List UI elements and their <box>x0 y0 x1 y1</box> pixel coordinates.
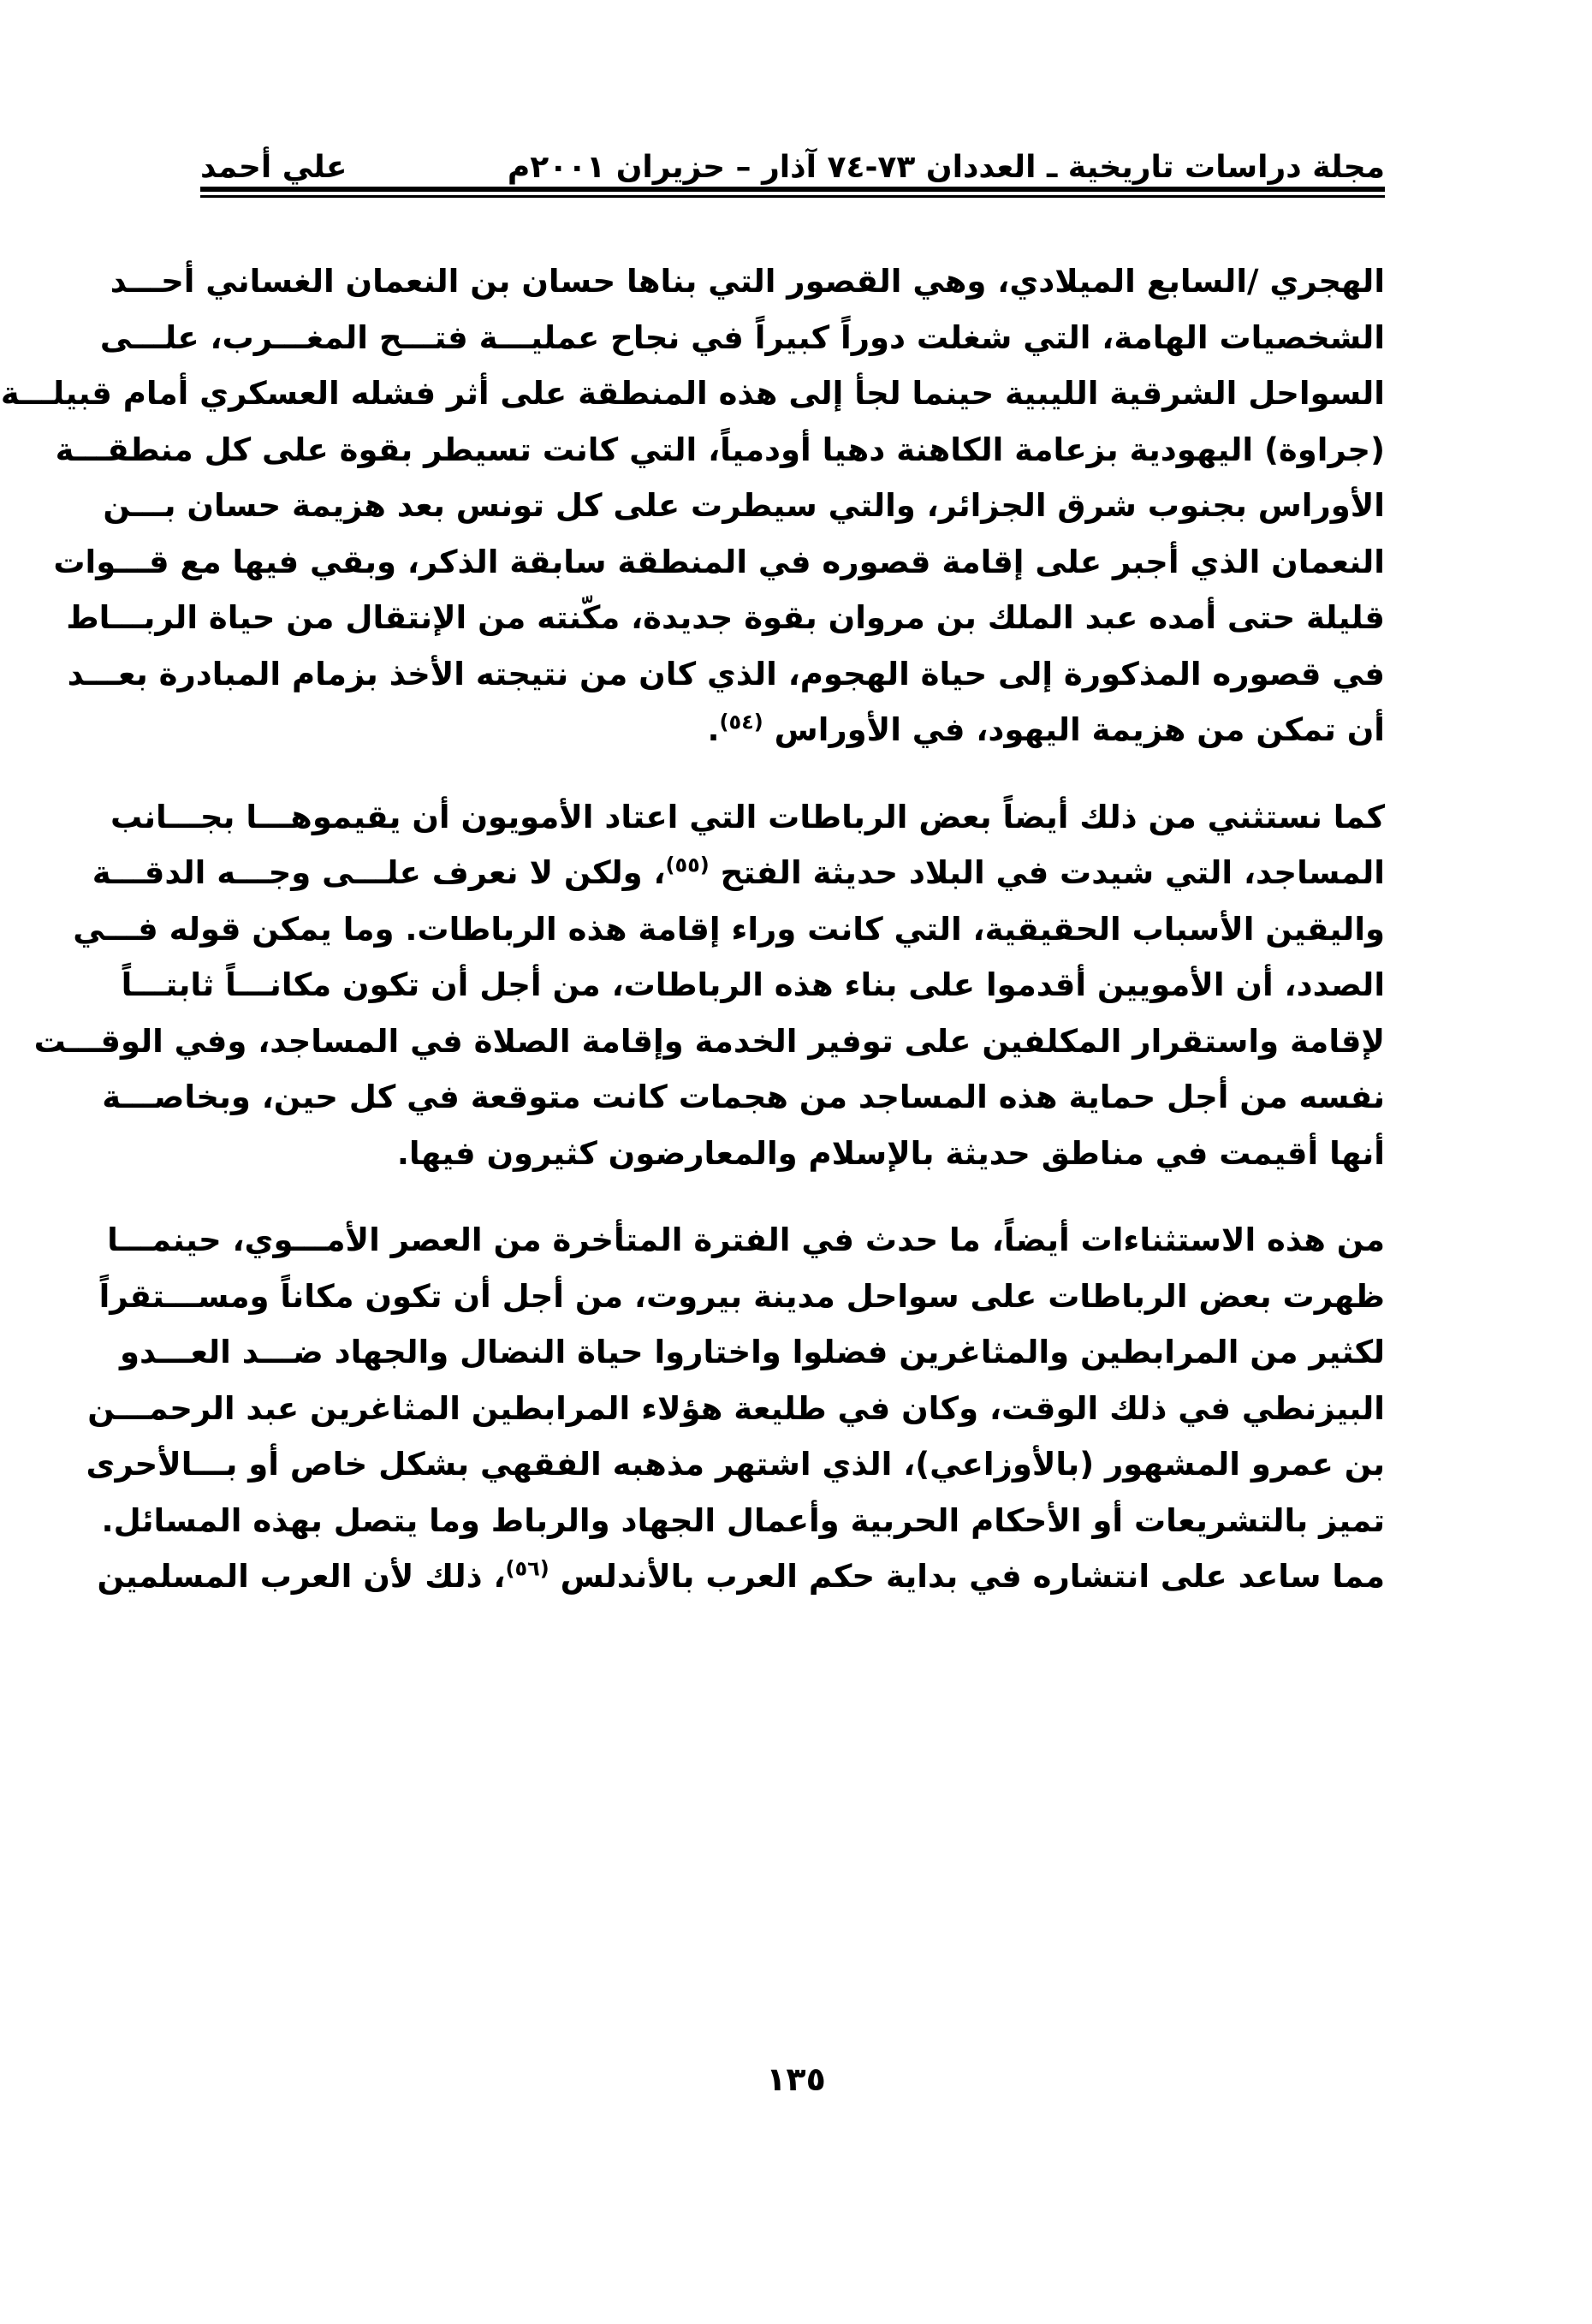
text-line <box>102 1069 1385 1126</box>
text-line <box>66 590 1385 646</box>
line-text: بن عمرو المشهور (بالأوزاعي)، الذي اشتهر مذهبه الفقهي بشكل خاص أو بـــالأحرى <box>86 1446 1385 1483</box>
text-line <box>53 534 1385 591</box>
page-number: ١٣٥ <box>766 2060 826 2098</box>
line-tail: ، ولكن لا نعرف علـــى وجـــه الدقـــة <box>92 854 666 891</box>
text-line <box>92 845 1385 901</box>
line-text: أن تمكن من هزيمة اليهود، في الأوراس <box>774 711 1385 748</box>
footnote-ref-54[interactable]: (٥٤) <box>719 710 763 734</box>
line-text: الصدد، أن الأمويين أقدموا على بناء هذه الرباطات، من أجل أن تكون مكانـــاً ثابتـــاً <box>121 966 1385 1003</box>
line-text: السواحل الشرقية الليبية حينما لجأ إلى هذه المنطقة على أثر فشله العسكري أمام قبيلـــة <box>0 375 1385 412</box>
paragraph-spacer <box>200 1181 1385 1212</box>
line-text: (جراوة) اليهودية بزعامة الكاهنة دهيا أودمياً، التي كانت تسيطر بقوة على كل منطقـــة <box>55 431 1385 468</box>
text-line <box>101 1493 1385 1549</box>
line-text: ظهرت بعض الرباطات على سواحل مدينة بيروت، من أجل أن تكون مكاناً ومســـتقراً <box>98 1277 1385 1315</box>
footnote-ref-55[interactable]: (٥٥) <box>665 853 710 877</box>
line-text: النعمان الذي أجبر على إقامة قصوره في المنطقة سابقة الذكر، وبقي فيها مع قـــوات <box>53 543 1385 580</box>
text-line <box>97 1548 1385 1605</box>
text-line <box>120 1324 1385 1381</box>
line-text: كما نستثني من ذلك أيضاً بعض الرباطات التي اعتاد الأمويون أن يقيموهـــا بجـــانب <box>110 798 1385 835</box>
line-text: لكثير من المرابطين والمثاغرين فضلوا واختاروا حياة النضال والجهاد ضـــد العـــدو <box>120 1334 1385 1370</box>
text-line <box>110 789 1385 846</box>
line-text: المساجد، التي شيدت في البلاد حديثة الفتح <box>720 854 1385 891</box>
text-line <box>200 1126 1385 1182</box>
text-line <box>73 901 1385 958</box>
text-line <box>33 1013 1385 1070</box>
line-text: الهجري /السابع الميلادي، وهي القصور التي بناها حسان بن النعمان الغساني أحـــد <box>110 263 1385 300</box>
line-text: واليقين الأسباب الحقيقية، التي كانت وراء إقامة هذه الرباطات. وما يمكن قوله فـــي <box>73 910 1385 948</box>
text-line <box>55 422 1385 478</box>
text-line <box>87 1381 1385 1437</box>
line-text: مما ساعد على انتشاره في بداية حكم العرب بالأندلس <box>560 1558 1385 1595</box>
text-line <box>67 646 1385 703</box>
text-line <box>0 366 1385 422</box>
text-line <box>103 478 1385 534</box>
line-text: قليلة حتى أمده عبد الملك بن مروان بقوة جديدة، مكّنته من الإنتقال من حياة الربـــاط <box>66 599 1385 636</box>
line-text: نفسه من أجل حماية هذه المساجد من هجمات كانت متوقعة في كل حين، وبخاصـــة <box>102 1079 1385 1115</box>
text-line <box>107 1212 1385 1269</box>
journal-title: مجلة دراسات تاريخية ـ العددان ٧٣-٧٤ آذار – حزيران ٢٠٠١م <box>507 150 1385 185</box>
header-rule-thick <box>200 187 1385 192</box>
line-text: الأوراس بجنوب شرق الجزائر، والتي سيطرت على كل تونس بعد هزيمة حسان بـــن <box>103 487 1385 524</box>
line-text: الشخصيات الهامة، التي شغلت دوراً كبيراً في نجاح عمليـــة فتـــح المغـــرب، علـــى <box>99 318 1385 356</box>
line-text: البيزنطي في ذلك الوقت، وكان في طليعة هؤلاء المرابطين المثاغرين عبد الرحمـــن <box>87 1389 1385 1427</box>
header-rule-thin <box>200 195 1385 198</box>
body-text <box>0 253 1385 1605</box>
line-text: من هذه الاستثناءات أيضاً، ما حدث في الفترة المتأخرة من العصر الأمـــوي، حينمـــا <box>107 1221 1385 1258</box>
paragraph-3 <box>86 1212 1385 1605</box>
line-text: لإقامة واستقرار المكلفين على توفير الخدمة وإقامة الصلاة في المساجد، وفي الوقـــت <box>33 1022 1385 1060</box>
text-line <box>200 702 1385 758</box>
line-text: تميز بالتشريعات أو الأحكام الحربية وأعمال الجهاد والرباط وما يتصل بهذه المسائل. <box>101 1501 1385 1539</box>
line-tail: . <box>707 711 720 748</box>
line-text: في قصوره المذكورة إلى حياة الهجوم، الذي كان من نتيجته الأخذ بزمام المبادرة بعـــد <box>67 655 1385 692</box>
text-line <box>98 1269 1385 1325</box>
text-line <box>121 957 1385 1013</box>
paragraph-spacer <box>200 758 1385 789</box>
paragraph-1 <box>0 253 1385 758</box>
text-line <box>99 310 1385 366</box>
footnote-ref-56[interactable]: (٥٦) <box>505 1556 549 1581</box>
line-tail: ، ذلك لأن العرب المسلمين <box>97 1558 506 1595</box>
text-line <box>110 253 1385 310</box>
author-name: علي أحمد <box>200 150 348 185</box>
running-header <box>200 144 1385 187</box>
text-line <box>86 1436 1385 1493</box>
paragraph-2 <box>33 789 1385 1182</box>
line-text: أنها أقيمت في مناطق حديثة بالإسلام والمعارضون كثيرون فيها. <box>396 1134 1385 1172</box>
